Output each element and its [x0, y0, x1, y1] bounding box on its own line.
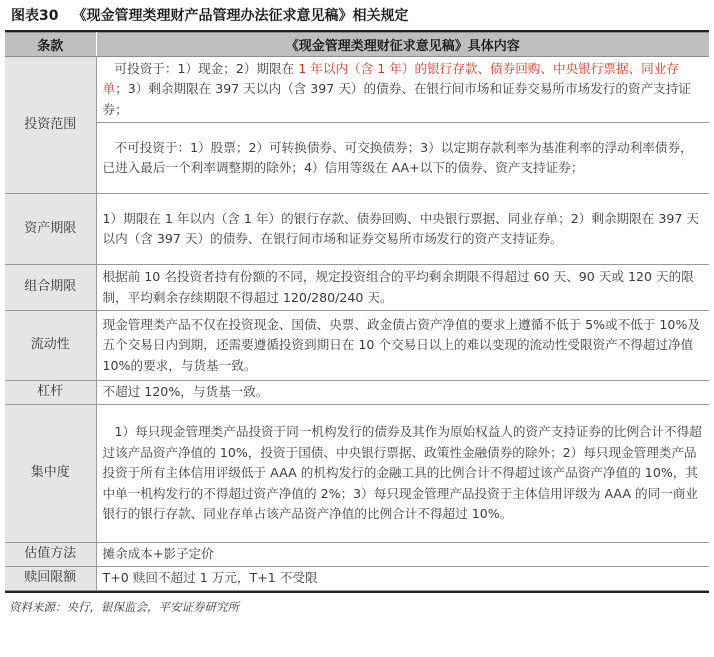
row-content-valuation: 摊余成本+影子定价	[96, 543, 709, 567]
row-content-liquidity: 现金管理类产品不仅在投资现金、国债、央票、政金债占资产净值的要求上遵循不低于 5%或不低于 10%及五个交易日内到期，还需要遵循投资到期日在 10 个交易日以上的难以变现的流动性受限资产不得超过净值 10%的要求，与货基一致。	[96, 311, 709, 381]
row-content-investment-allowed	[96, 57, 709, 123]
table-row	[5, 567, 709, 591]
table-row	[5, 57, 709, 123]
table-header-row	[5, 33, 709, 57]
row-label-liquidity: 流动性	[5, 311, 96, 381]
row-label-asset-term: 资产期限	[5, 194, 96, 265]
row-content-investment-prohibited: 不可投资于：1）股票；2）可转换债券、可交换债券；3）以定期存款利率为基准利率的浮动利率债券，已进入最后一个利率调整期的除外；4）信用等级在 AA+以下的债券、资产支持证券；	[96, 123, 709, 194]
row-label-leverage: 杠杆	[5, 381, 96, 405]
table-row	[5, 311, 709, 381]
table-row	[5, 194, 709, 265]
content-part: ；3）剩余期限在 397 天以内（含 397 天）的债券、在银行间市场和证券交易所市场发行的资产支持证券；	[102, 81, 691, 117]
table-row	[5, 123, 709, 194]
row-label-investment-scope: 投资范围	[5, 57, 96, 194]
bottom-divider	[5, 591, 709, 593]
header-clause: 条款	[5, 33, 96, 57]
highlighted-content: 1 年以内（含 1 年）的银行存款、债券回购、中央银行票据、同业存单	[102, 60, 679, 97]
content-part: 可投资于：1）现金；2）期限在	[114, 60, 299, 76]
source-note: 资料来源：央行，银保监会，平安证券研究所	[9, 600, 239, 614]
header-content: 《现金管理类理财征求意见稿》具体内容	[96, 33, 709, 57]
table-row	[5, 405, 709, 543]
regulation-table	[5, 32, 709, 591]
row-label-concentration: 集中度	[5, 405, 96, 543]
row-content-portfolio-term: 根据前 10 名投资者持有份额的不同，规定投资组合的平均剩余期限不得超过 60 天、90 天或 120 天的限制，平均剩余存续期限不得超过 120/280/240 天。	[96, 265, 709, 311]
row-content-leverage: 不超过 120%，与货基一致。	[96, 381, 709, 405]
figure-title: 《现金管理类理财产品管理办法征求意见稿》相关规定	[72, 8, 409, 24]
row-label-valuation: 估值方法	[5, 543, 96, 567]
row-content-asset-term: 1）期限在 1 年以内（含 1 年）的银行存款、债券回购、中央银行票据、同业存单；2）剩余期限在 397 天以内（含 397 天）的债券、在银行间市场和证券交易所市场发行的资产支持证券。	[96, 194, 709, 265]
row-content-redemption: T+0 赎回不超过 1 万元，T+1 不受限	[96, 567, 709, 591]
row-label-redemption: 赎回限额	[5, 567, 96, 591]
figure-title-bar	[5, 0, 709, 32]
row-label-portfolio-term: 组合期限	[5, 265, 96, 311]
figure-container	[5, 0, 709, 615]
table-row	[5, 381, 709, 405]
table-row	[5, 265, 709, 311]
row-content-concentration: 1）每只现金管理类产品投资于同一机构发行的债券及其作为原始权益人的资产支持证券的比例合计不得超过该产品资产净值的 10%，投资于国债、中央银行票据、政策性金融债券的除外；2）每只现金管理类产品投资于所有主体信用评级低于 AAA 的机构发行的金融工具的比例合计不得超过该产品资产净值的 10%，其中单一机构发行的不得超过资产净值的 2%；3）每只现金管理产品投资于主体信用评级为 AAA 的同一商业银行的银行存款、同业存单占该产品资产净值的比例合计不得超过 10%。	[96, 405, 709, 543]
figure-number: 图表30	[11, 8, 59, 24]
table-row	[5, 543, 709, 567]
